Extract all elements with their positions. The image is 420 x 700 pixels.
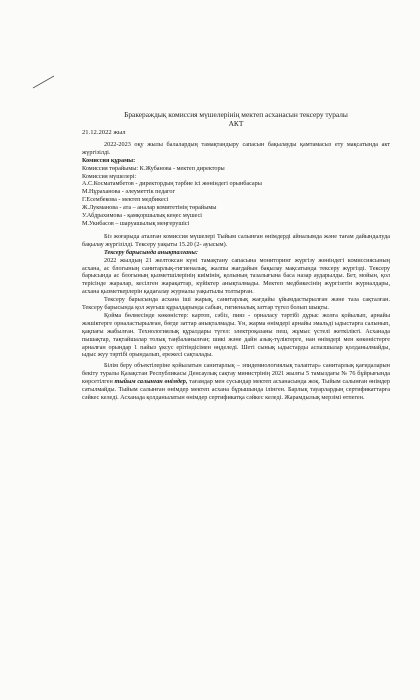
member-item: У.Абдрахимова - қамқоршылық кеңес мүшесі <box>82 212 203 220</box>
findings-paragraph-1: 2022 жылдың 21 желтоксан күні тамақтану сапасына мониторинг жүргізу жөніндегі комиссиясының асхана, ас блогының санитарлық-гигиеналық, жалпы жағдайын бақылау мақсатында тексеру жүргізді. Тексеру барысында ас блогының қызметшілерінің киімінің, қолының тазалығына баса назар аударылды. Бет, мойын, қол терісінде жаралар, кесілген жарақаттар, күйіктер анықталмады. Мектеп медбикесінің жүргізетін журналдары, асхана қызметкерлерін қадағалау журналы уақытылы толтырған. <box>82 256 390 296</box>
member-item: М.Нұраханова - әлеуметтік педагог <box>82 188 176 196</box>
document-body <box>82 110 390 402</box>
member-item: А.С.Косматамбетов - директордың тәрбие ісі жөніндегі орынбасары <box>82 180 262 188</box>
commission-heading: Комиссия құрамы: <box>82 156 136 164</box>
pen-stroke-mark <box>32 72 56 90</box>
findings-paragraph-4 <box>82 362 390 402</box>
findings-paragraph-3: Қойма бөлмесінде көкөністер: картоп, сәбіз, пияз - орналасу тәртібі дұрыс жолға қойылып, арнайы жәшіктерге орналастырылған, бөгде заттар анықталмады. Ұн, жарма өнімдері арнайы эмальді ыдыстарға салынып, қақпағы жабылған. Технологиялық құралдары түгел: электроқазаны пеш, жұмыс үстелі жеткілікті. Асханада пышақтар, тақтайшалар толық таңбаланылған; шикі және дайн азық-түліктерге, нан өнімдері мен көкөністерге арналған орындар 1 пайыз ұксус ерітіндісімен өңделеді. Шеті сынық ыдыстарды аспазшылар қолданылмайды, ыдыс жуу тәртібі орындалып, ережесі сақталады. <box>82 311 390 359</box>
document-title: Бракераждық комиссия мүшелерінің мектеп асханасын тексеру туралы <box>124 110 348 119</box>
purpose-paragraph: Біз жоғарыда аталған комиссия мүшелері Тыйым салынған өнімдерді айналымда және тағам дайындалуда бақылау жүргізілді. Тексеру уақыты 15.20 (2- ауысым). <box>82 232 390 248</box>
commission-chair: Комиссия төрайымы: К.Жубанова - мектеп директоры <box>82 164 225 172</box>
document-date: 21.12.2022 жыл <box>82 129 126 136</box>
intro-paragraph: 2022-2023 оқу жылы балалардың тамақтандыру сапасын бақылауды қамтамасыз ету мақсатында акт жүргізілді. <box>82 140 390 156</box>
findings-heading: Тексеру барысында анықталғаны: <box>104 248 198 256</box>
p4-text-after: тағамдар мен сусындар мектеп асханасында жоқ. Тыйым салынған өнімдер сатылмайды. Тыйым салынған өнімдер мектеп асхана бұрышында ілінген. Барлық тауарлардың сертификаттарға сәйкес келеді. Асханада қолданылатын өнімдер сертификатқа сәйкес келеді. Жарамдылық мерзімі өтпеген. <box>82 378 390 401</box>
members-label: Комиссия мүшелері: <box>82 172 137 180</box>
member-item: Г.Есембекова - мектеп медбикесі <box>82 196 169 204</box>
findings-paragraph-2: Тексеру барысында асхана іші жарық, санитарлық жағдайы ұйымдастырылған және таза сақталған. Тексеру барысында қол жуғыш құралдарында сабын, гигиеналық заттар түгел болып шықты. <box>82 296 390 312</box>
p4-emphasis: тыйым салынған өнімдер, <box>114 378 188 386</box>
p4-text-before: Білім беру объектілеріне қойылатын санитарлық – эпидемиологиялық талаптар» санитарлық қағидаларын бекіту туралы Қазақстан Республикасы Денсаулық сақтау министрінің 2021 жылғы 5 тамыздағы № 76 бұйрығында көрсетілген <box>82 362 390 386</box>
document-subtitle: АКТ <box>228 119 244 128</box>
member-item: М.Укибасов – шаруашылық меңгерушісі <box>82 219 190 227</box>
member-item: Ж.Лукманова - ата – аналар комитетінің төрайымы <box>82 204 217 212</box>
